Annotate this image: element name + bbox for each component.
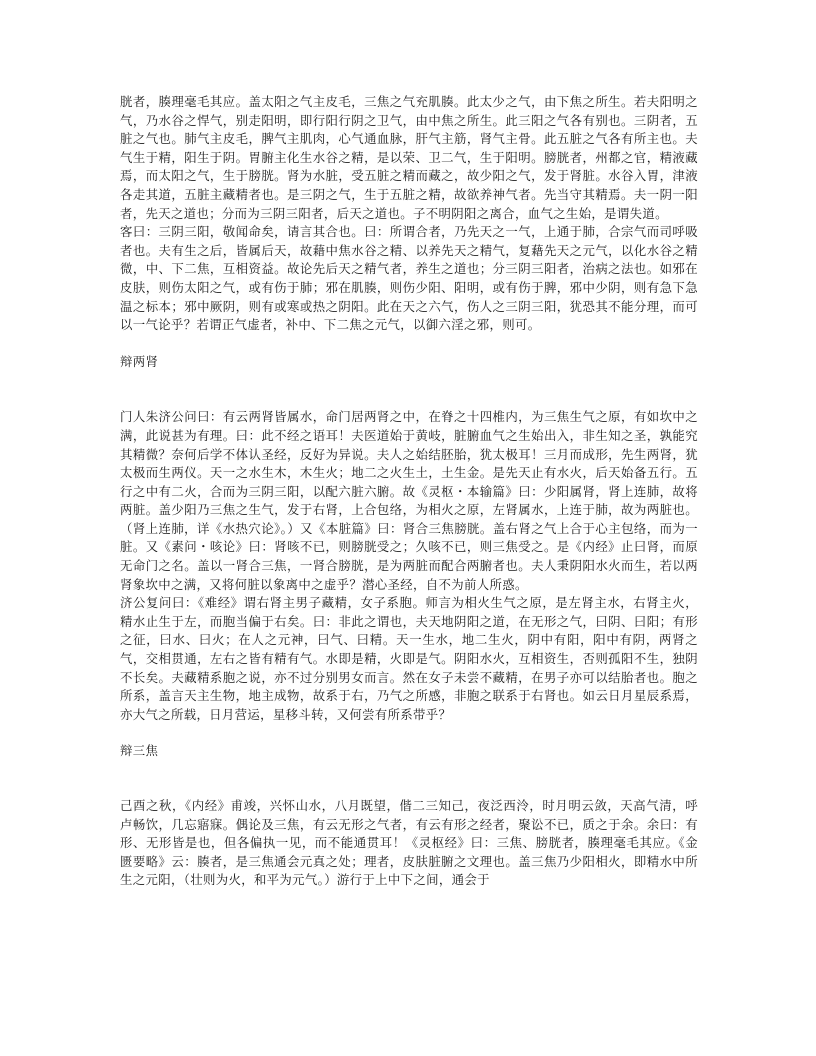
document-body (120, 93, 698, 890)
paragraph-zhu-ji-gong: 门人朱济公问曰：有云两肾皆属水，命门居两肾之中，在脊之十四椎内，为三焦生气之原，有如坎中之满，此说甚为有理。曰：此不经之语耳！夫医道始于黄岐，脏腑血气之生始出入，非生知之圣，孰能究其精微？奈何后学不体认圣经，反好为异说。夫人之始结胚胎，犹太极耳！三月而成形，先生两肾，犹太极而生两仪。天一之水生木，木生火；地二之火生土，土生金。是先天止有水火，后天始备五行。五行之中有二火，合而为三阴三阳，以配六脏六腑。故《灵枢・本输篇》曰：少阳属肾，肾上连肺，故将两脏。盖少阳乃三焦之生气，发于右肾，上合包络，为相火之原，左肾属水，上连于肺，故为两脏也。（肾上连肺，详《水热穴论》。）又《本脏篇》曰：肾合三焦膀胱。盖右肾之气上合于心主包络，而为一脏。又《素问・咳论》曰：肾咳不已，则膀胱受之；久咳不已，则三焦受之。是《内经》止曰肾，而原无命门之名。盖以一肾合三焦，一肾合膀胱，是为两脏而配合两腑者也。夫人秉阴阳水火而生，若以两肾象坎中之满，又将何脏以象离中之虚乎？潜心圣经，自不为前人所惑。 (120, 409, 698, 592)
paragraph-san-yin-san-yang: 胱者，腠理毫毛其应。盖太阳之气主皮毛，三焦之气充肌腠。此太少之气，由下焦之所生。若夫阳明之气，乃水谷之悍气，别走阳明，即行阳行阴之卫气，由中焦之所生。此三阳之气各有别也。三阴者，五脏之气也。肺气主皮毛，脾气主肌肉，心气通血脉，肝气主筋，肾气主骨。此五脏之气各有所主也。夫气生于精，阳生于阴。胃腑主化生水谷之精，是以荣、卫二气，生于阳明。膀胱者，州都之官，精液藏焉，而太阳之气，生于膀胱。肾为水脏，受五脏之精而藏之，故少阳之气，发于肾脏。水谷入胃，津液各走其道，五脏主藏精者也。是三阴之气，生于五脏之精，故欲养神气者。先当守其精焉。夫一阴一阳者，先天之道也；分而为三阴三阳者，后天之道也。子不明阴阳之离合，血气之生始，是谓失道。 (120, 94, 698, 221)
section-heading-liang-shen: 辩两肾 (120, 353, 159, 369)
paragraph-ji-gong-fu-wen: 济公复问曰：《难经》谓右肾主男子藏精，女子系胞。师言为相火生气之原，是左肾主水，右肾主火，精水止生于左，而胞当偏于右矣。曰：非此之谓也，夫天地阴阳之道，在无形之气，曰阴、曰阳；有形之征，曰水、曰火；在人之元神，曰气、曰精。天一生水，地二生火，阴中有阳，阳中有阴，两肾之气，交相贯通，左右之皆有精有气。水即是精，火即是气。阴阳水火，互相资生，否则孤阳不生，独阴不长矣。夫藏精系胞之说，亦不过分别男女而言。然在女子未尝不藏精，在男子亦可以结胎者也。胞之所系，盖言天主生物，地主成物，故系于右，乃气之所感，非胞之联系于右肾也。如云日月星辰系焉，亦大气之所载，日月营运，星移斗转，又何尝有所系带乎？ (120, 595, 698, 722)
paragraph-ke-yue: 客曰：三阴三阳，敬闻命矣，请言其合也。曰：所谓合者，乃先天之一气，上通于肺，合宗气而司呼吸者也。夫有生之后，皆属后天，故藉中焦水谷之精、以养先天之精气，复藉先天之元气，以化水谷之精微，中、下二焦，互相资益。故论先后天之精气者，养生之道也；分三阴三阳者，治病之法也。如邪在皮肤，则伤太阳之气，或有伤于肺；邪在肌腠，则伤少阳、阳明，或有伤于脾，邪中少阴，则有急下急温之标本；邪中厥阴，则有或寒或热之阴阳。此在天之六气，伤人之三阴三阳，犹恐其不能分理，而可以一气论乎？若谓正气虚者，补中、下二焦之元气，以御六淫之邪，则可。 (120, 224, 698, 333)
section-heading-san-jiao: 辩三焦 (120, 743, 159, 759)
paragraph-ji-you-zhi-qiu: 己酉之秋，《内经》甫竣，兴怀山水，八月既望，偕二三知己，夜泛西泠，时月明云敛，天高气清，呼卢畅饮，几忘寤寐。偶论及三焦，有云无形之气者，有云有形之经者，聚讼不已，质之于余。余曰：有形、无形皆是也，但各偏执一见，而不能通贯耳！《灵枢经》曰：三焦、膀胱者，腠理毫毛其应。《金匮要略》云：腠者，是三焦通会元真之处；理者，皮肤脏腑之文理也。盖三焦乃少阳相火，即精水中所生之元阳，（壮则为火，和平为元气。）游行于上中下之间，通会于 (120, 798, 698, 888)
